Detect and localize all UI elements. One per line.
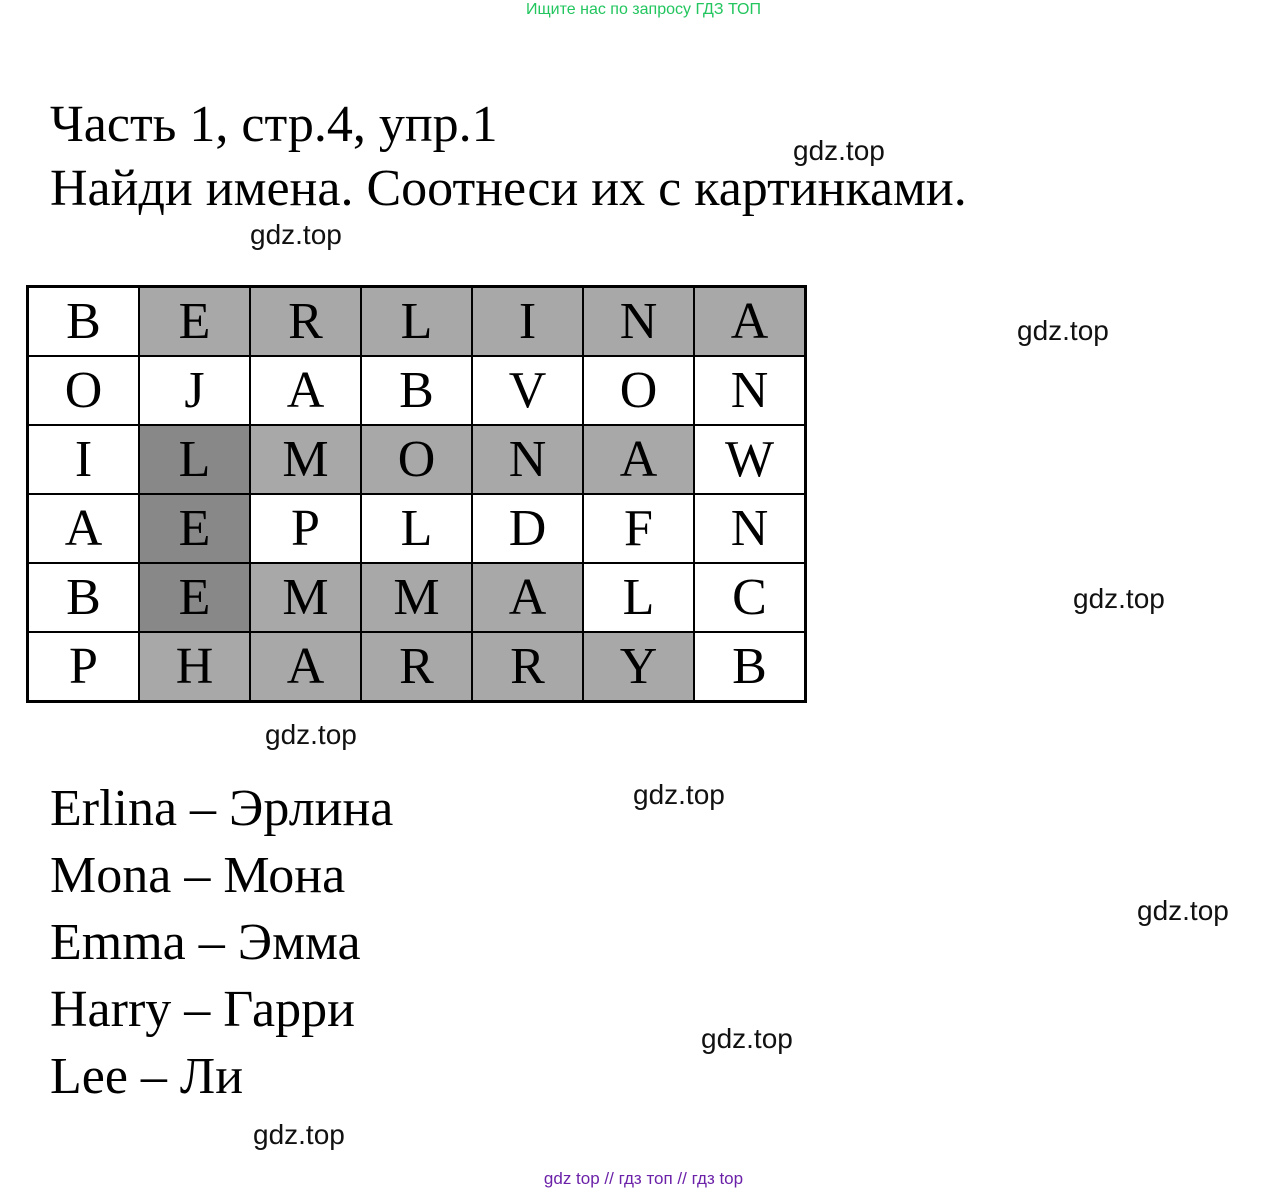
grid-cell: N bbox=[694, 356, 806, 425]
watermark: gdz.top bbox=[250, 219, 342, 250]
grid-row bbox=[28, 563, 806, 632]
grid-cell-highlighted: R bbox=[250, 287, 361, 357]
answer-list bbox=[50, 781, 393, 1116]
page-title: Часть 1, стр.4, упр.1 bbox=[50, 96, 498, 153]
grid-row bbox=[28, 632, 806, 702]
grid-cell-highlighted: I bbox=[472, 287, 583, 357]
grid-cell-highlighted: E bbox=[139, 563, 250, 632]
grid-cell: B bbox=[694, 632, 806, 702]
grid-cell: A bbox=[250, 356, 361, 425]
grid-cell: I bbox=[28, 425, 140, 494]
grid-row bbox=[28, 356, 806, 425]
answer-line: Lee – Ли bbox=[50, 1048, 244, 1105]
grid-cell: O bbox=[28, 356, 140, 425]
grid-cell-highlighted: R bbox=[361, 632, 472, 702]
watermark: gdz.top bbox=[633, 779, 725, 810]
grid-cell: B bbox=[361, 356, 472, 425]
watermark: gdz.top bbox=[1017, 315, 1109, 346]
grid-cell-highlighted: A bbox=[694, 287, 806, 357]
watermark: gdz.top bbox=[701, 1023, 793, 1054]
grid-cell-highlighted: L bbox=[139, 425, 250, 494]
word-search-grid bbox=[26, 285, 807, 703]
grid-cell: O bbox=[583, 356, 694, 425]
grid-row bbox=[28, 287, 806, 357]
grid-cell-highlighted: Y bbox=[583, 632, 694, 702]
grid-cell-highlighted: A bbox=[472, 563, 583, 632]
grid-cell-highlighted: H bbox=[139, 632, 250, 702]
grid-cell-highlighted: A bbox=[583, 425, 694, 494]
watermark: gdz.top bbox=[1073, 583, 1165, 614]
grid-cell: B bbox=[28, 287, 140, 357]
answer-line: Emma – Эмма bbox=[50, 914, 361, 971]
grid-cell: V bbox=[472, 356, 583, 425]
grid-cell: B bbox=[28, 563, 140, 632]
grid-cell-highlighted: N bbox=[583, 287, 694, 357]
grid-cell: P bbox=[28, 632, 140, 702]
grid-cell-highlighted: E bbox=[139, 287, 250, 357]
grid-cell: C bbox=[694, 563, 806, 632]
grid-cell-highlighted: L bbox=[361, 287, 472, 357]
grid-cell: L bbox=[361, 494, 472, 563]
watermark: gdz.top bbox=[793, 135, 885, 166]
grid-cell: L bbox=[583, 563, 694, 632]
grid-cell: N bbox=[694, 494, 806, 563]
grid-row bbox=[28, 425, 806, 494]
grid-cell-highlighted: N bbox=[472, 425, 583, 494]
grid-cell: P bbox=[250, 494, 361, 563]
top-banner: Ищите нас по запросу ГДЗ ТОП bbox=[526, 1, 761, 18]
grid-cell-highlighted: M bbox=[250, 425, 361, 494]
footer-text: gdz top // гдз топ // гдз top bbox=[543, 1169, 744, 1188]
grid-cell: W bbox=[694, 425, 806, 494]
grid-cell: D bbox=[472, 494, 583, 563]
answer-line: Erlina – Эрлина bbox=[50, 780, 394, 837]
grid-cell-highlighted: E bbox=[139, 494, 250, 563]
grid-cell-highlighted: O bbox=[361, 425, 472, 494]
grid-cell-highlighted: M bbox=[250, 563, 361, 632]
grid-cell: J bbox=[139, 356, 250, 425]
grid-cell-highlighted: R bbox=[472, 632, 583, 702]
watermark: gdz.top bbox=[1137, 895, 1229, 926]
watermark: gdz.top bbox=[265, 719, 357, 750]
grid-cell: A bbox=[28, 494, 140, 563]
answer-line: Harry – Гарри bbox=[50, 981, 355, 1038]
watermark: gdz.top bbox=[253, 1119, 345, 1150]
grid-cell-highlighted: M bbox=[361, 563, 472, 632]
answer-line: Mona – Мона bbox=[50, 847, 346, 904]
grid-cell: F bbox=[583, 494, 694, 563]
task-instruction: Найди имена. Соотнеси их с картинками. bbox=[50, 160, 967, 217]
grid-cell-highlighted: A bbox=[250, 632, 361, 702]
grid-row bbox=[28, 494, 806, 563]
